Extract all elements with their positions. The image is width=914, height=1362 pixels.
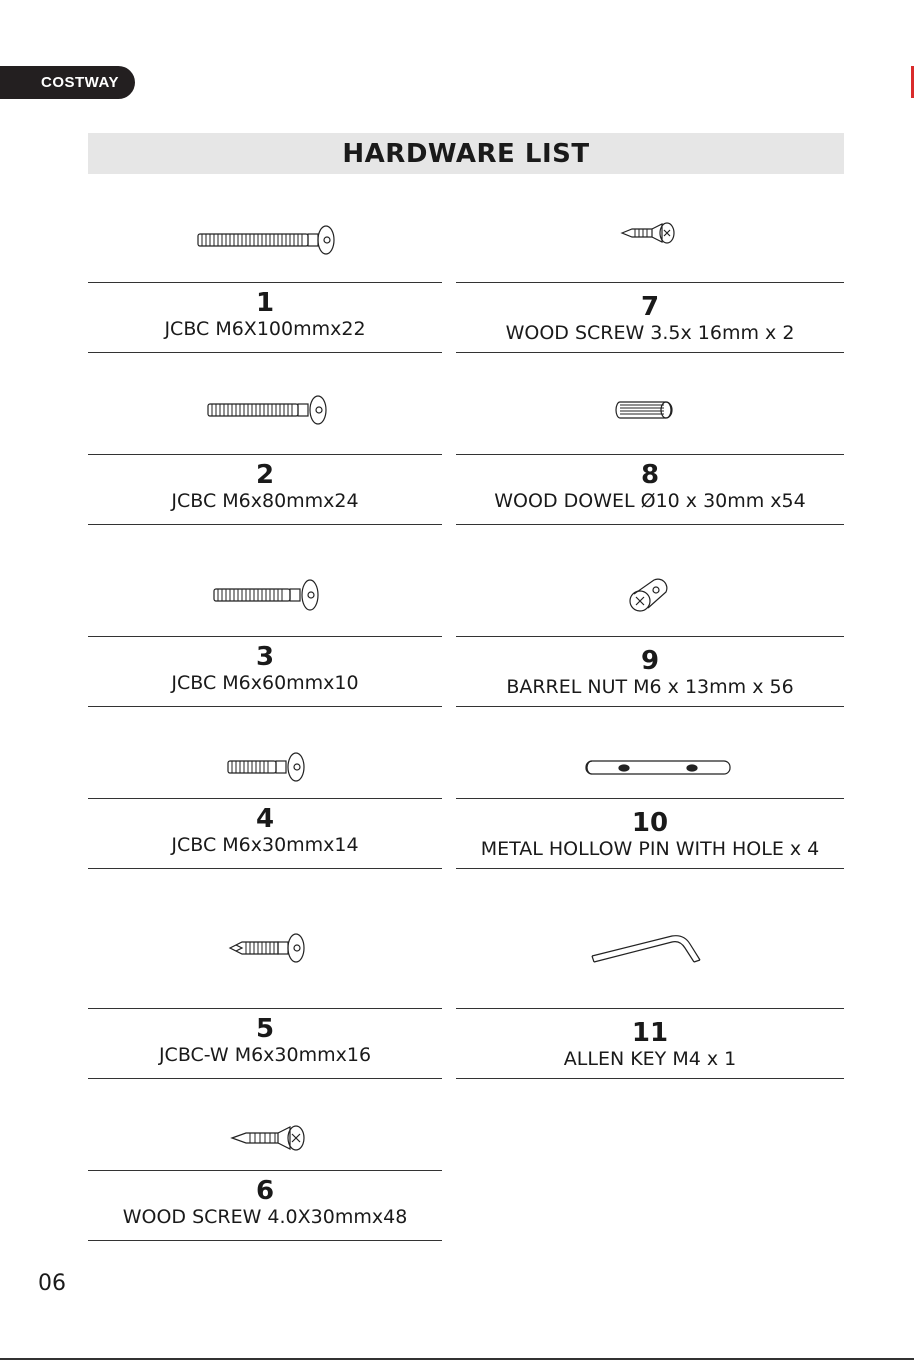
item-description: METAL HOLLOW PIN WITH HOLE x 4 — [480, 838, 820, 860]
page-title: HARDWARE LIST — [342, 138, 590, 169]
hardware-item-label — [456, 282, 844, 353]
long-bolt-icon — [196, 224, 338, 256]
title-bar — [88, 133, 844, 174]
item-number: 3 — [255, 642, 275, 672]
item-number: 2 — [255, 460, 275, 490]
barrel-nut-icon — [626, 576, 672, 614]
hollow-pin-icon — [584, 758, 732, 778]
bottom-divider — [0, 1358, 914, 1360]
small-wood-screw-icon — [620, 220, 678, 246]
item-description: WOOD SCREW 3.5x 16mm x 2 — [505, 322, 795, 344]
item-description: JCBC M6x60mmx10 — [171, 672, 359, 694]
hardware-item-label — [88, 1170, 442, 1241]
item-number: 7 — [640, 292, 660, 322]
item-description: JCBC-W M6x30mmx16 — [158, 1044, 372, 1066]
brand-text: COSTWAY — [41, 74, 119, 91]
hardware-item-label — [88, 636, 442, 707]
item-description: BARREL NUT M6 x 13mm x 56 — [506, 676, 794, 698]
hardware-item-label — [88, 1008, 442, 1079]
item-description: ALLEN KEY M4 x 1 — [563, 1048, 737, 1070]
allen-key-icon — [588, 930, 704, 966]
hardware-item-label — [456, 636, 844, 707]
item-number: 9 — [640, 646, 660, 676]
item-number: 1 — [255, 288, 275, 318]
item-number: 10 — [631, 808, 669, 838]
brand-logo — [0, 66, 135, 99]
item-number: 4 — [255, 804, 275, 834]
item-number: 5 — [255, 1014, 275, 1044]
item-description: JCBC M6X100mmx22 — [164, 318, 366, 340]
page-number: 06 — [38, 1271, 66, 1296]
short-bolt-icon — [226, 751, 310, 783]
hardware-item-label — [88, 454, 442, 525]
item-description: JCBC M6x30mmx14 — [171, 834, 359, 856]
dowel-icon — [614, 398, 676, 422]
hardware-item-label — [88, 798, 442, 869]
item-description: WOOD SCREW 4.0X30mmx48 — [122, 1206, 408, 1228]
item-number: 11 — [631, 1018, 669, 1048]
hardware-item-label — [456, 454, 844, 525]
hardware-item-label — [456, 798, 844, 869]
hardware-item-label — [88, 282, 442, 353]
wood-screw-icon — [230, 1122, 308, 1154]
bolt-icon — [212, 578, 322, 612]
bolt-icon — [206, 394, 330, 426]
hardware-item-label — [456, 1008, 844, 1079]
item-description: WOOD DOWEL Ø10 x 30mm x54 — [494, 490, 806, 512]
item-description: JCBC M6x80mmx24 — [171, 490, 359, 512]
item-number: 8 — [640, 460, 660, 490]
self-tapping-bolt-icon — [228, 932, 310, 964]
item-number: 6 — [255, 1176, 275, 1206]
